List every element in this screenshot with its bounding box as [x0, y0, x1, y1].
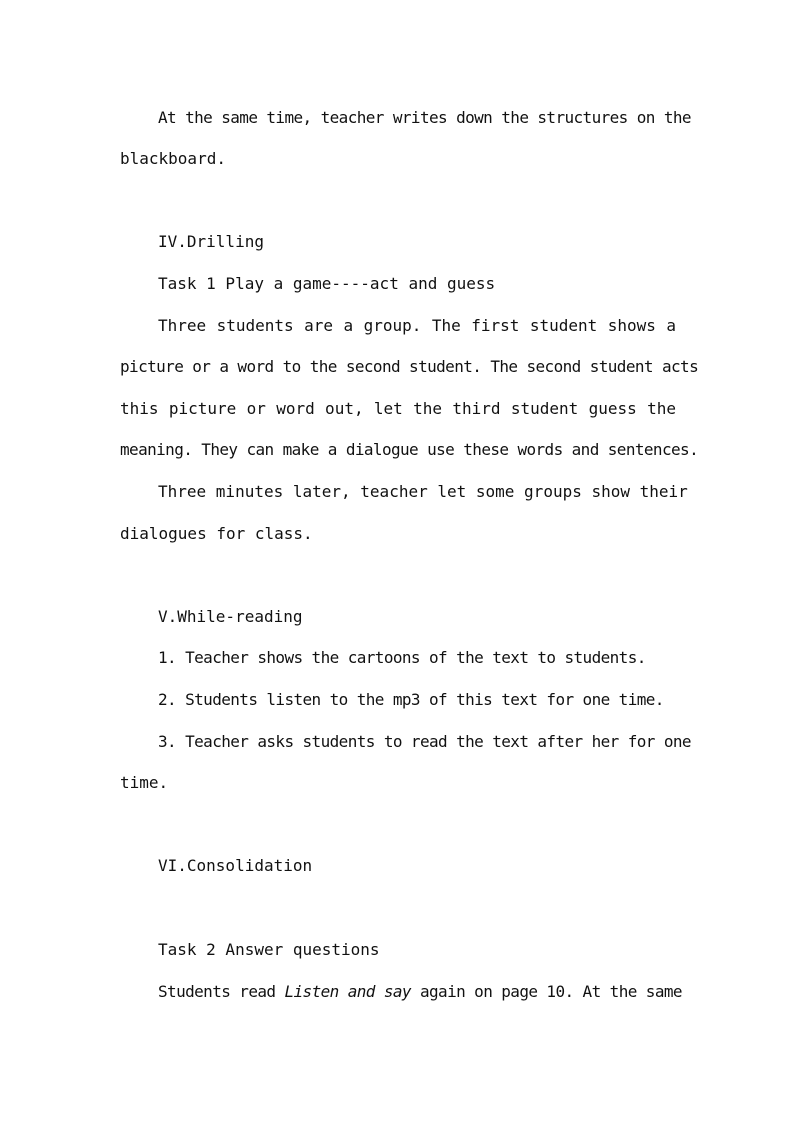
paragraph-line: blackboard.	[120, 149, 226, 168]
paragraph-line: meaning. They can make a dialogue use these words and sentences.	[120, 440, 699, 459]
paragraph-line: picture or a word to the second student. The second student acts	[120, 357, 699, 376]
section-heading-while-reading: V.While-reading	[158, 607, 303, 626]
paragraph-line: time.	[120, 773, 169, 792]
task-title: Task 1 Play a game----act and guess	[158, 274, 496, 293]
list-item: 1. Teacher shows the cartoons of the text to students.	[158, 648, 646, 667]
section-heading-consolidation: VI.Consolidation	[158, 856, 313, 875]
list-item: 2. Students listen to the mp3 of this text for one time.	[158, 690, 664, 709]
section-heading-drilling: IV.Drilling	[158, 232, 264, 251]
task-title: Task 2 Answer questions	[158, 940, 380, 959]
text-run: Students read	[158, 982, 285, 1001]
paragraph-line	[158, 981, 682, 1003]
italic-text-run: Listen and say	[284, 982, 411, 1001]
paragraph-line: this picture or word out, let the third student guess the	[120, 399, 676, 418]
paragraph-line: Three students are a group. The first student shows a	[158, 316, 676, 335]
paragraph-line: dialogues for class.	[120, 524, 313, 543]
list-item: 3. Teacher asks students to read the text after her for one	[158, 732, 691, 751]
paragraph-line: Three minutes later, teacher let some groups show their	[158, 482, 688, 501]
paragraph-line: At the same time, teacher writes down the structures on the	[158, 108, 691, 127]
text-run: again on page 10. At the same	[410, 982, 682, 1001]
